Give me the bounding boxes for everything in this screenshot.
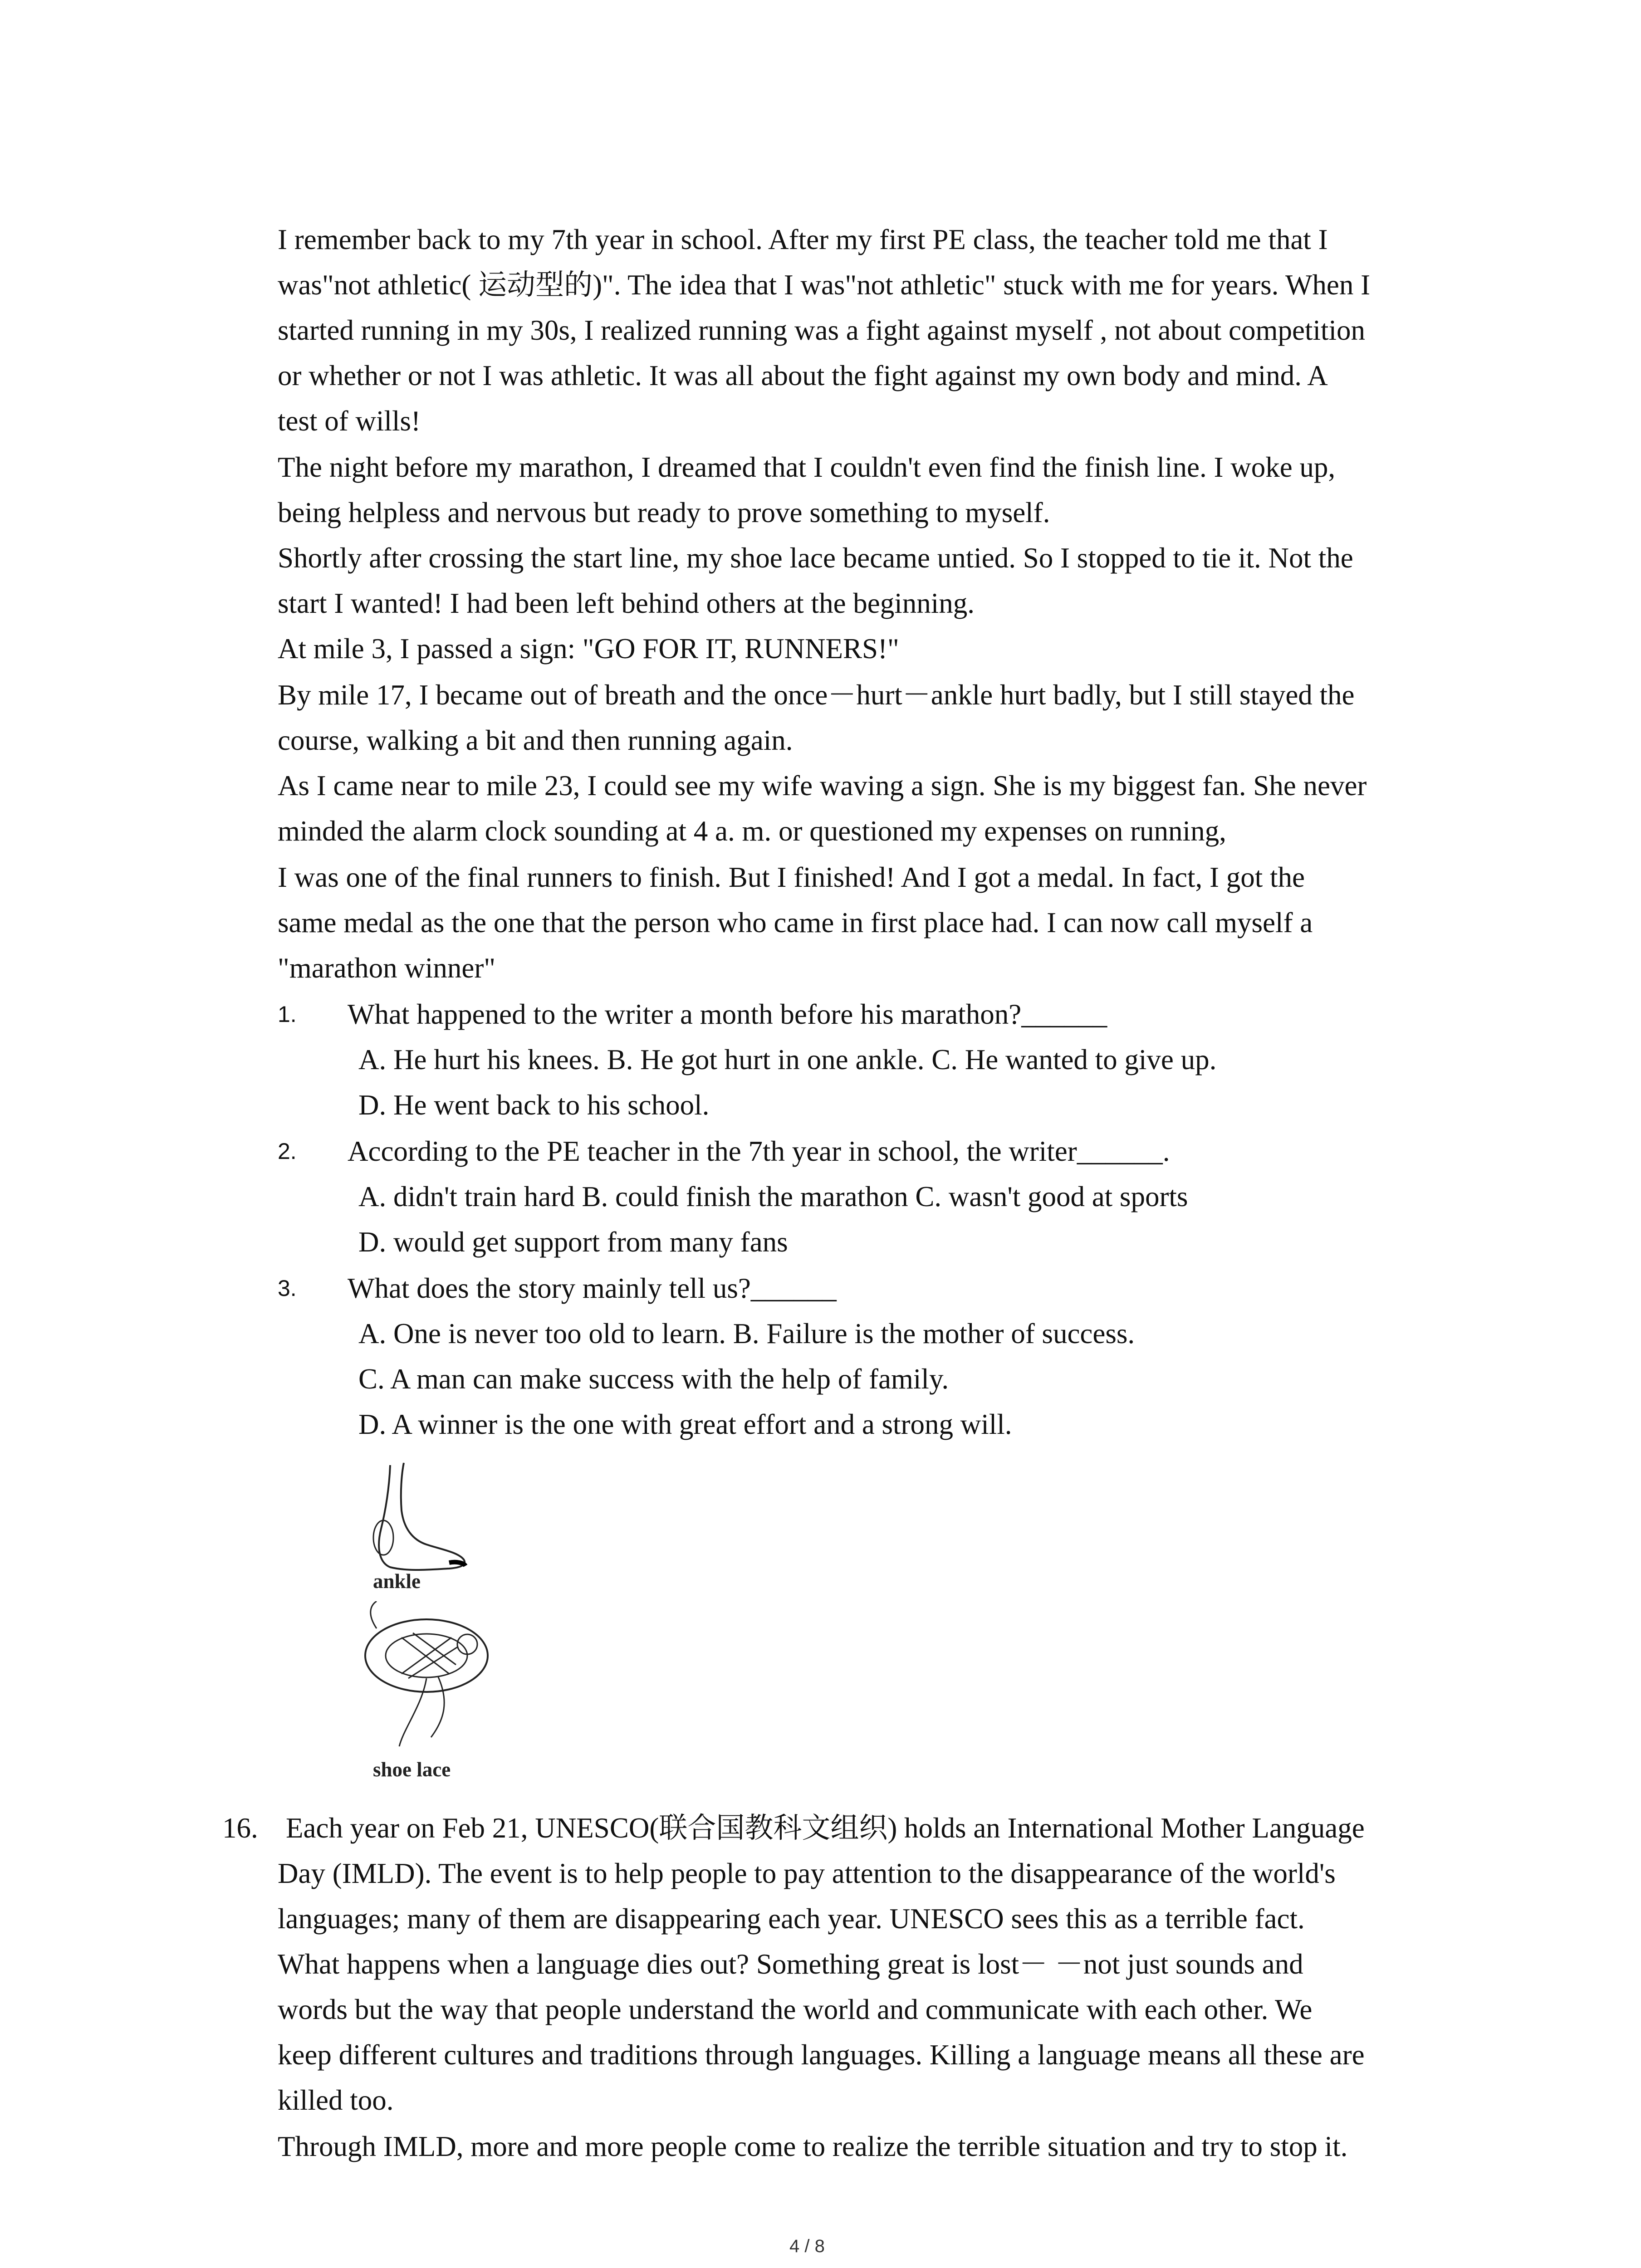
question-stem: What happened to the writer a month before his marathon?______ <box>348 998 1107 1030</box>
question-number: 2. <box>278 1139 297 1164</box>
passage-line: languages; many of them are disappearing each year. UNESCO sees this as a terrible fact. <box>278 1903 1305 1935</box>
question-options: A. didn't train hard B. could finish the marathon C. wasn't good at sports <box>358 1181 1188 1212</box>
passage-line: Through IMLD, more and more people come to realize the terrible situation and try to stop it. <box>278 2131 1348 2162</box>
passage-line: "marathon winner" <box>278 952 496 984</box>
question-options: D. would get support from many fans <box>358 1226 788 1258</box>
ankle-label: ankle <box>373 1570 421 1593</box>
passage-line: killed too. <box>278 2084 394 2116</box>
passage-line: I remember back to my 7th year in school. After my first PE class, the teacher told me that I <box>278 224 1328 255</box>
passage-line: same medal as the one that the person who came in first place had. I can now call myself a <box>278 907 1313 938</box>
question-number: 1. <box>278 1002 297 1027</box>
page-number: 4 / 8 <box>789 2236 825 2256</box>
shoe-lace-illustration <box>358 1601 499 1755</box>
passage-line: words but the way that people understand the world and communicate with each other. We <box>278 1994 1313 2025</box>
ankle-illustration <box>358 1461 476 1588</box>
passage-line: keep different cultures and traditions through languages. Killing a language means all these are <box>278 2039 1365 2071</box>
question-options: C. A man can make success with the help of family. <box>358 1363 949 1395</box>
passage-line: course, walking a bit and then running again. <box>278 724 793 756</box>
question-stem: What does the story mainly tell us?______ <box>348 1272 837 1304</box>
passage-line: I was one of the final runners to finish. But I finished! And I got a medal. In fact, I got the <box>278 861 1305 893</box>
passage-line: Shortly after crossing the start line, my shoe lace became untied. So I stopped to tie it. Not the <box>278 542 1353 574</box>
passage-line: What happens when a language dies out? Something great is lost－ －not just sounds and <box>278 1948 1303 1980</box>
passage-line: test of wills! <box>278 405 421 437</box>
question-options: A. One is never too old to learn. B. Failure is the mother of success. <box>358 1318 1135 1349</box>
passage-line: Day (IMLD). The event is to help people to pay attention to the disappearance of the world's <box>278 1857 1336 1889</box>
shoe-lace-label: shoe lace <box>373 1758 451 1781</box>
question-options: D. A winner is the one with great effort and a strong will. <box>358 1408 1012 1440</box>
passage-line: As I came near to mile 23, I could see my wife waving a sign. She is my biggest fan. She never <box>278 770 1367 802</box>
passage-line: At mile 3, I passed a sign: "GO FOR IT, RUNNERS!" <box>278 633 899 665</box>
passage-line: Each year on Feb 21, UNESCO(联合国教科文组织) holds an International Mother Language <box>286 1812 1365 1844</box>
passage-line: start I wanted! I had been left behind others at the beginning. <box>278 587 975 619</box>
passage-line: was"not athletic( 运动型的)". The idea that I was"not athletic" stuck with me for years. When I <box>278 269 1371 301</box>
passage-line: being helpless and nervous but ready to prove something to myself. <box>278 497 1050 528</box>
question-options: A. He hurt his knees. B. He got hurt in one ankle. C. He wanted to give up. <box>358 1044 1217 1075</box>
question-options: D. He went back to his school. <box>358 1089 710 1121</box>
question-number: 16. <box>222 1812 258 1844</box>
passage-line: started running in my 30s, I realized running was a fight against myself , not about competition <box>278 314 1365 346</box>
passage-line: or whether or not I was athletic. It was all about the fight against my own body and mind. A <box>278 360 1328 391</box>
passage-line: The night before my marathon, I dreamed that I couldn't even find the finish line. I woke up, <box>278 451 1336 483</box>
question-number: 3. <box>278 1276 297 1301</box>
passage-line: By mile 17, I became out of breath and the once－hurt－ankle hurt badly, but I still stayed the <box>278 679 1355 711</box>
question-stem: According to the PE teacher in the 7th year in school, the writer______. <box>348 1135 1170 1167</box>
passage-line: minded the alarm clock sounding at 4 a. m. or questioned my expenses on running, <box>278 815 1226 847</box>
